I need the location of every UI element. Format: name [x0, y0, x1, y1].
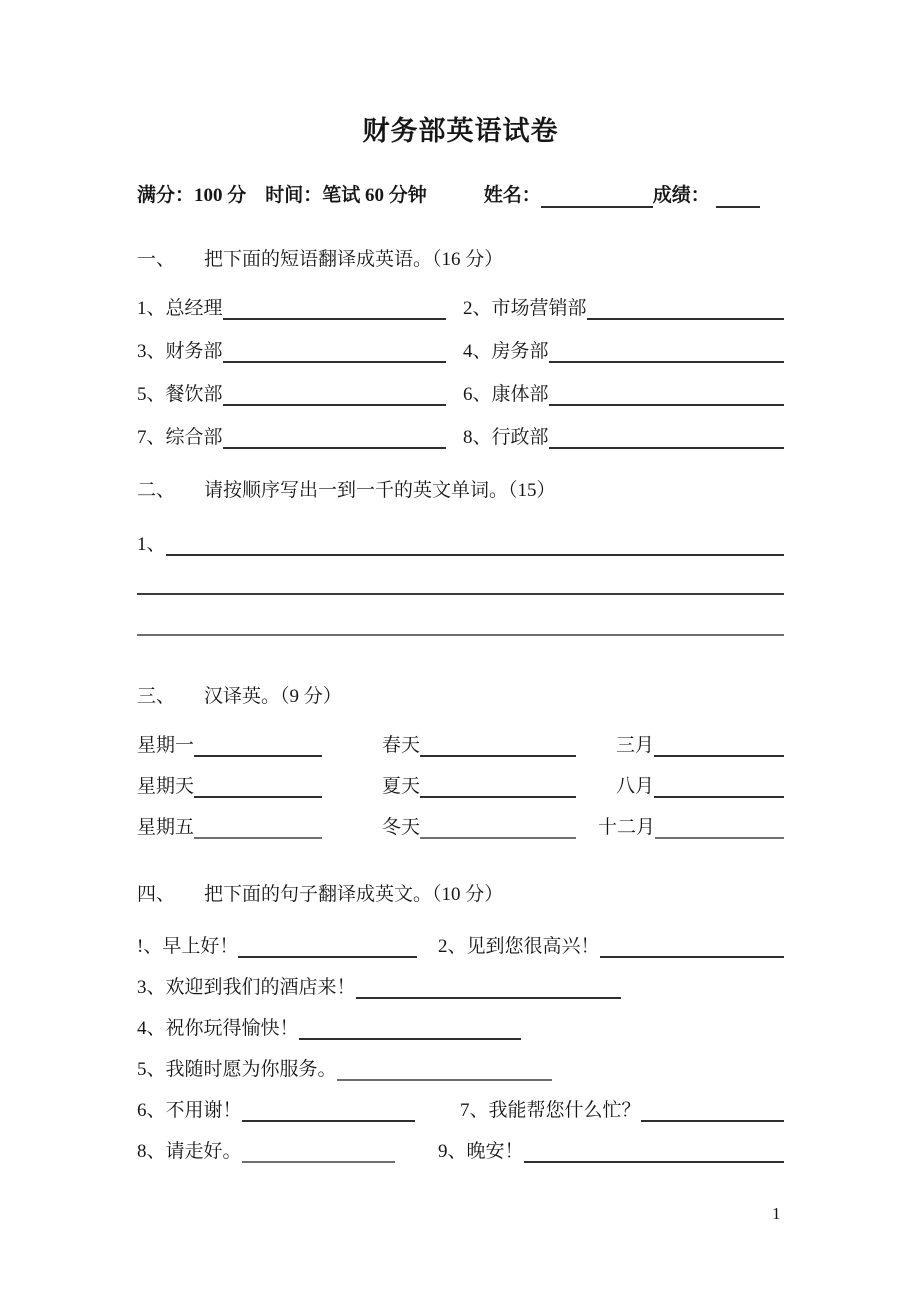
question-label: 2、市场营销部	[463, 298, 587, 319]
section-2-title: 请按顺序写出一到一千的英文单词。（15）	[204, 480, 556, 501]
section-4-title: 把下面的句子翻译成英文。（10 分）	[204, 884, 504, 905]
page-title: 财务部英语试卷	[362, 116, 559, 146]
answer-blank	[420, 837, 576, 839]
question-row	[598, 776, 784, 798]
answer-blank	[242, 1161, 395, 1163]
question-row	[137, 977, 784, 999]
question-row	[137, 1141, 784, 1163]
time-label: 时间：笔试 60 分钟	[265, 185, 427, 206]
answer-blank	[524, 1161, 784, 1163]
question-cell	[137, 936, 417, 958]
answer-blank	[356, 997, 621, 999]
question-label: 春天	[382, 735, 421, 756]
answer-blank	[223, 447, 446, 449]
question-row	[598, 735, 784, 757]
question-row	[463, 384, 784, 406]
section-3-number: 三、	[137, 686, 176, 707]
question-row	[137, 735, 382, 757]
answer-blank	[223, 318, 446, 320]
question-label: 4、祝你玩得愉快！	[137, 1018, 299, 1039]
question-label: !、早上好！	[137, 936, 239, 957]
question-label: 6、康体部	[463, 384, 549, 405]
question-row	[137, 427, 446, 449]
question-label: 5、我随时愿为你服务。	[137, 1059, 337, 1080]
answer-blank	[194, 796, 322, 798]
section-3-title: 汉译英。（9 分）	[204, 686, 342, 707]
section-4-number: 四、	[137, 884, 176, 905]
answer-blank	[587, 318, 784, 320]
answer-blank	[600, 956, 784, 958]
question-row	[137, 817, 382, 839]
question-cell	[438, 1141, 784, 1163]
section-1-items	[137, 298, 784, 449]
section-1-title: 把下面的短语翻译成英语。（16 分）	[204, 249, 504, 270]
answer-blank	[654, 796, 784, 798]
question-row	[598, 817, 784, 839]
question-row	[382, 817, 598, 839]
question-label: 2、见到您很高兴！	[438, 936, 600, 957]
question-label: 1、	[137, 534, 166, 555]
section-3-items	[137, 735, 784, 839]
question-row	[137, 776, 382, 798]
question-label: 八月	[616, 776, 655, 797]
answer-blank	[223, 361, 446, 363]
score-label: 成绩：	[652, 185, 710, 206]
question-label: 5、餐饮部	[137, 384, 223, 405]
question-row	[463, 298, 784, 320]
question-row	[463, 427, 784, 449]
question-label: 星期五	[137, 817, 195, 838]
section-1-number: 一、	[137, 249, 176, 270]
question-label: 三月	[616, 735, 655, 756]
section-2-number: 二、	[137, 480, 176, 501]
question-label: 1、总经理	[137, 298, 223, 319]
section-4-heading	[137, 883, 784, 907]
question-label: 星期天	[137, 776, 195, 797]
name-label: 姓名：	[483, 185, 541, 206]
question-label: 十二月	[598, 817, 656, 838]
answer-blank	[420, 796, 576, 798]
question-label: 4、房务部	[463, 341, 549, 362]
answer-blank	[654, 755, 784, 757]
answer-blank	[420, 755, 576, 757]
question-cell	[137, 1100, 415, 1122]
question-label: 夏天	[382, 776, 421, 797]
question-label: 7、我能帮您什么忙？	[460, 1100, 641, 1121]
question-label: 9、晚安！	[438, 1141, 524, 1162]
section-1-heading	[137, 248, 784, 272]
question-label: 3、欢迎到我们的酒店来！	[137, 977, 356, 998]
answer-blank	[242, 1120, 415, 1122]
question-row	[137, 384, 446, 406]
answer-blank	[549, 404, 784, 406]
answer-blank	[194, 755, 322, 757]
question-row	[137, 534, 784, 556]
question-row	[463, 341, 784, 363]
question-row	[137, 1100, 784, 1122]
full-score-label: 满分：100 分	[137, 185, 247, 206]
name-blank	[541, 206, 653, 208]
answer-blank	[549, 361, 784, 363]
question-label: 8、请走好。	[137, 1141, 242, 1162]
answer-blank	[549, 447, 784, 449]
page-number: 1	[772, 1204, 781, 1223]
answer-blank	[223, 404, 446, 406]
question-row	[137, 1018, 784, 1040]
question-cell	[460, 1100, 784, 1122]
answer-line	[137, 593, 784, 595]
question-row	[137, 341, 446, 363]
answer-line	[137, 634, 784, 636]
question-cell	[438, 936, 784, 958]
document-content	[137, 0, 784, 1163]
question-row	[382, 735, 598, 757]
question-label: 3、财务部	[137, 341, 223, 362]
answer-blank	[238, 956, 417, 958]
question-label: 8、行政部	[463, 427, 549, 448]
answer-blank	[194, 837, 322, 839]
exam-header	[137, 184, 784, 208]
question-label: 星期一	[137, 735, 195, 756]
section-3-heading	[137, 685, 784, 709]
score-blank	[716, 206, 760, 208]
section-2-heading	[137, 479, 784, 503]
question-row	[137, 298, 446, 320]
answer-blank	[641, 1120, 784, 1122]
answer-blank	[337, 1079, 552, 1081]
question-row	[382, 776, 598, 798]
question-cell	[137, 1141, 395, 1163]
answer-blank	[166, 554, 784, 556]
answer-blank	[299, 1038, 521, 1040]
question-row	[137, 936, 784, 958]
answer-blank	[655, 837, 784, 839]
section-4-items	[137, 936, 784, 1163]
question-label: 6、不用谢！	[137, 1100, 242, 1121]
question-label: 7、综合部	[137, 427, 223, 448]
question-label: 冬天	[382, 817, 421, 838]
question-row	[137, 1059, 784, 1081]
